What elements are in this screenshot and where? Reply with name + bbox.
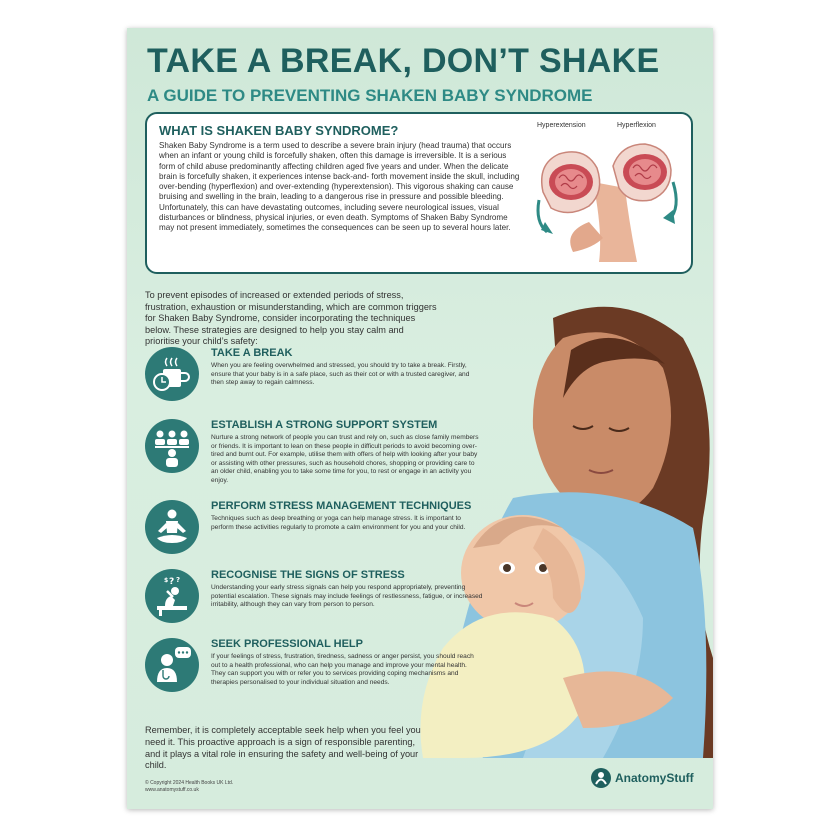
poster-title: TAKE A BREAK, DON’T SHAKE — [147, 42, 660, 80]
stressed-person-icon — [145, 569, 199, 623]
copyright-line: © Copyright 2024 Health Books UK Ltd. — [145, 780, 234, 786]
copyright — [145, 780, 233, 793]
svg-text:?: ? — [176, 576, 181, 584]
brand-name: AnatomyStuff — [615, 771, 694, 785]
skull-brain-icon — [533, 122, 683, 268]
outro-text: Remember, it is completely acceptable seek help when you feel you need it. This proactive approach is a sign of responsible parenting, and it plays a vital role in ensuring the safety and well-being of your child. — [145, 725, 421, 771]
intro-text: To prevent episodes of increased or extended periods of stress, frustration, exhaustion or misunderstanding, which are common triggers for Shaken Baby Syndrome, consider incorporating the techniques below. These strategies are designed to help you stay calm and prioritise your child’s safety: — [145, 290, 437, 347]
svg-text:$: $ — [164, 577, 169, 584]
info-box-title: WHAT IS SHAKEN BABY SYNDROME? — [159, 123, 399, 138]
website-link[interactable]: www.anatomystuff.co.uk — [145, 786, 199, 793]
support-group-icon — [145, 419, 199, 473]
poster — [127, 28, 713, 809]
technique-text: When you are feeling overwhelmed and stressed, you should try to take a break. Firstly, ensure that your baby is in a safe place, such as their cot or with a trusted caregiver, and then step away to regain calmness. — [211, 362, 470, 387]
poster-subtitle: A GUIDE TO PREVENTING SHAKEN BABY SYNDROME — [147, 86, 593, 105]
technique-text: Techniques such as deep breathing or yoga can help manage stress. It is important to perform these activities regularly to promote a calm environment for you and your child. — [211, 515, 466, 531]
technique-text: If your feelings of stress, frustration, tiredness, sadness or anger persist, you should reach out to a health professional, who can help you manage and improve your mental health. They can support you with or refer you to services providing coping mechanisms and therapies personalised to your individual situation and needs. — [211, 653, 474, 686]
technique-text: Nurture a strong network of people you can trust and rely on, such as close family members or friends. It is important to lean on these people in difficult periods to avoid becoming over-tired and burnt out. For example, utilise them with offers of help with looking after your baby or assisting with other pressures, such as household chores, shopping or providing care to an older child, enabling you to take some time for you, to rest or engage in an activity you enjoy. — [211, 434, 479, 484]
technique-title: TAKE A BREAK — [211, 347, 293, 359]
info-box-text: Shaken Baby Syndrome is a term used to describe a severe brain injury (head trauma) that occurs when an infant or young child is forcefully shaken, often this damage is irreversible. It is a serious form of child abuse predominantly affecting children aged five years and under. When the delicate brain is forcefully shaken, it experiences intense back-and- forth movement inside the skull, including over-bending (hyperflexion) and over-extending (hyperextension). This vigorous shaking can cause bruising and swelling in the brain, leading to a dangerous rise in pressure and possible bleeding. Unfortunately, this can have devastating outcomes, including severe neurological issues, visual disturbances or blindness, physical injuries, or even death. Symptoms of Shaken Baby Syndrome may not present immediately, sometimes the consequences can be seen up to several hours later. — [159, 141, 520, 233]
technique-title: ESTABLISH A STRONG SUPPORT SYSTEM — [211, 419, 438, 431]
hyperflexion-label: Hyperflexion — [617, 122, 656, 129]
doctor-chat-icon — [145, 638, 199, 692]
technique-title: PERFORM STRESS MANAGEMENT TECHNIQUES — [211, 500, 472, 512]
technique-title: RECOGNISE THE SIGNS OF STRESS — [211, 569, 405, 581]
coffee-clock-icon — [145, 347, 199, 401]
meditation-icon — [145, 500, 199, 554]
svg-text:?: ? — [169, 577, 175, 587]
anatomystuff-logo-icon — [591, 768, 611, 788]
technique-title: SEEK PROFESSIONAL HELP — [211, 638, 363, 650]
hyperextension-label: Hyperextension — [537, 122, 586, 129]
technique-text: Understanding your early stress signals can help you respond appropriately, preventing potential escalation. These signals may include feelings of restlessness, fatigue, or increased irritability, although they can vary from person to person. — [211, 584, 483, 609]
brain-injury-illustration — [533, 122, 683, 268]
info-box — [145, 112, 693, 274]
